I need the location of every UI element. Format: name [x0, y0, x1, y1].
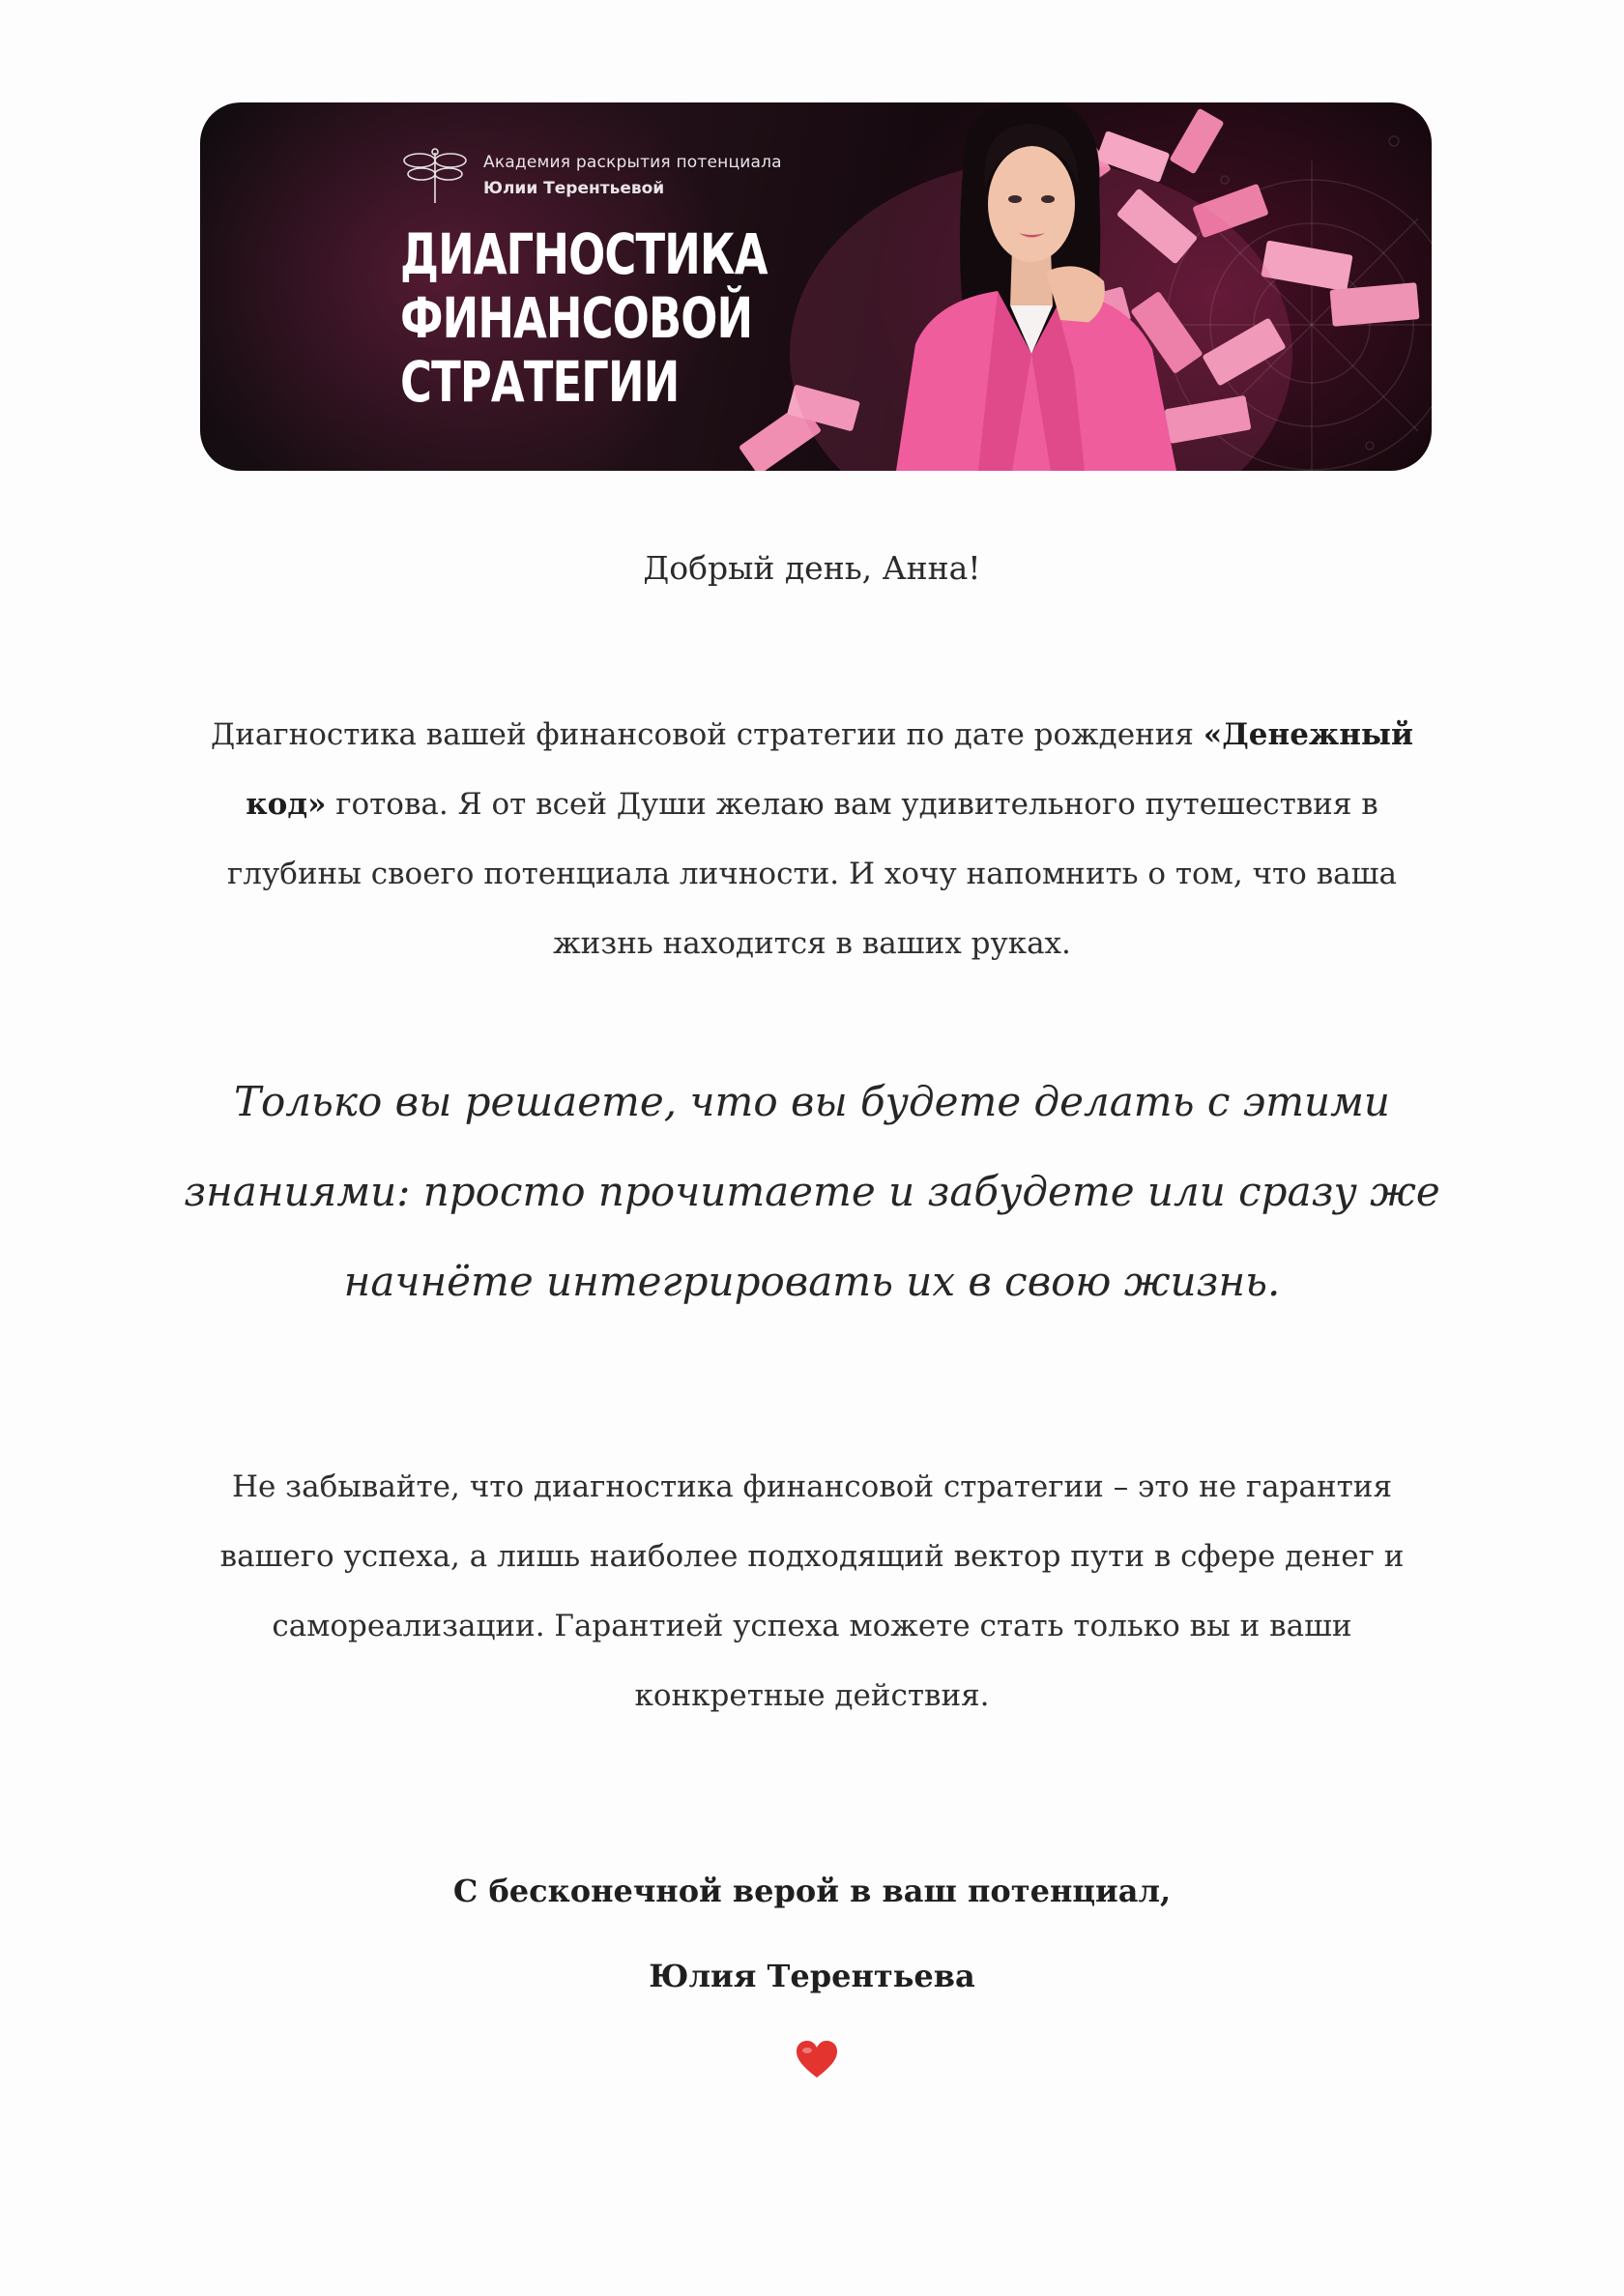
dragonfly-icon [400, 147, 470, 205]
heart-icon [795, 2039, 839, 2079]
signature-name: Юлия Терентьева [649, 1958, 975, 1994]
italic-quote: Только вы решаете, что вы будете делать с этими знаниями: просто прочитаете и забудете или сразу же начнёте интегрировать их в свою жизнь. [184, 1078, 1440, 1305]
banner-title-line3: СТРАТЕГИИ [400, 349, 680, 415]
academy-name-line1: Академия раскрытия потенциала [483, 153, 782, 172]
academy-logo [400, 147, 782, 205]
banner-title [400, 221, 768, 415]
banner-title-line2: ФИНАНСОВОЙ [400, 285, 753, 351]
disclaimer-paragraph: Не забывайте, что диагностика финансовой стратегии – это не гарантия вашего успеха, а лишь наиболее подходящий вектор пути в сфере денег и самореализации. Гарантией успеха можете стать только вы и ваши конкретные действия. [219, 1469, 1405, 1713]
banner-title-line1: ДИАГНОСТИКА [400, 221, 768, 287]
intro-paragraph [184, 700, 1440, 978]
portrait-image [770, 102, 1312, 471]
greeting: Добрый день, Анна! [643, 549, 981, 587]
signature-block [0, 1848, 1624, 2104]
intro-text-part1: Диагностика вашей финансовой стратегии по дате рождения [211, 717, 1204, 752]
signature-name-line [0, 1933, 1624, 2104]
intro-text-part2: готова. Я от всей Души желаю вам удивительного путешествия в глубины своего потенциала личности. И хочу напомнить о том, что ваша жизнь находится в ваших руках. [227, 787, 1397, 961]
academy-name-line2: Юлии Терентьевой [483, 179, 665, 198]
header-banner [200, 102, 1432, 471]
product-name: «Денежный код» [246, 717, 1413, 822]
signature-closing: С бесконечной верой в ваш потенциал, [452, 1873, 1172, 1909]
